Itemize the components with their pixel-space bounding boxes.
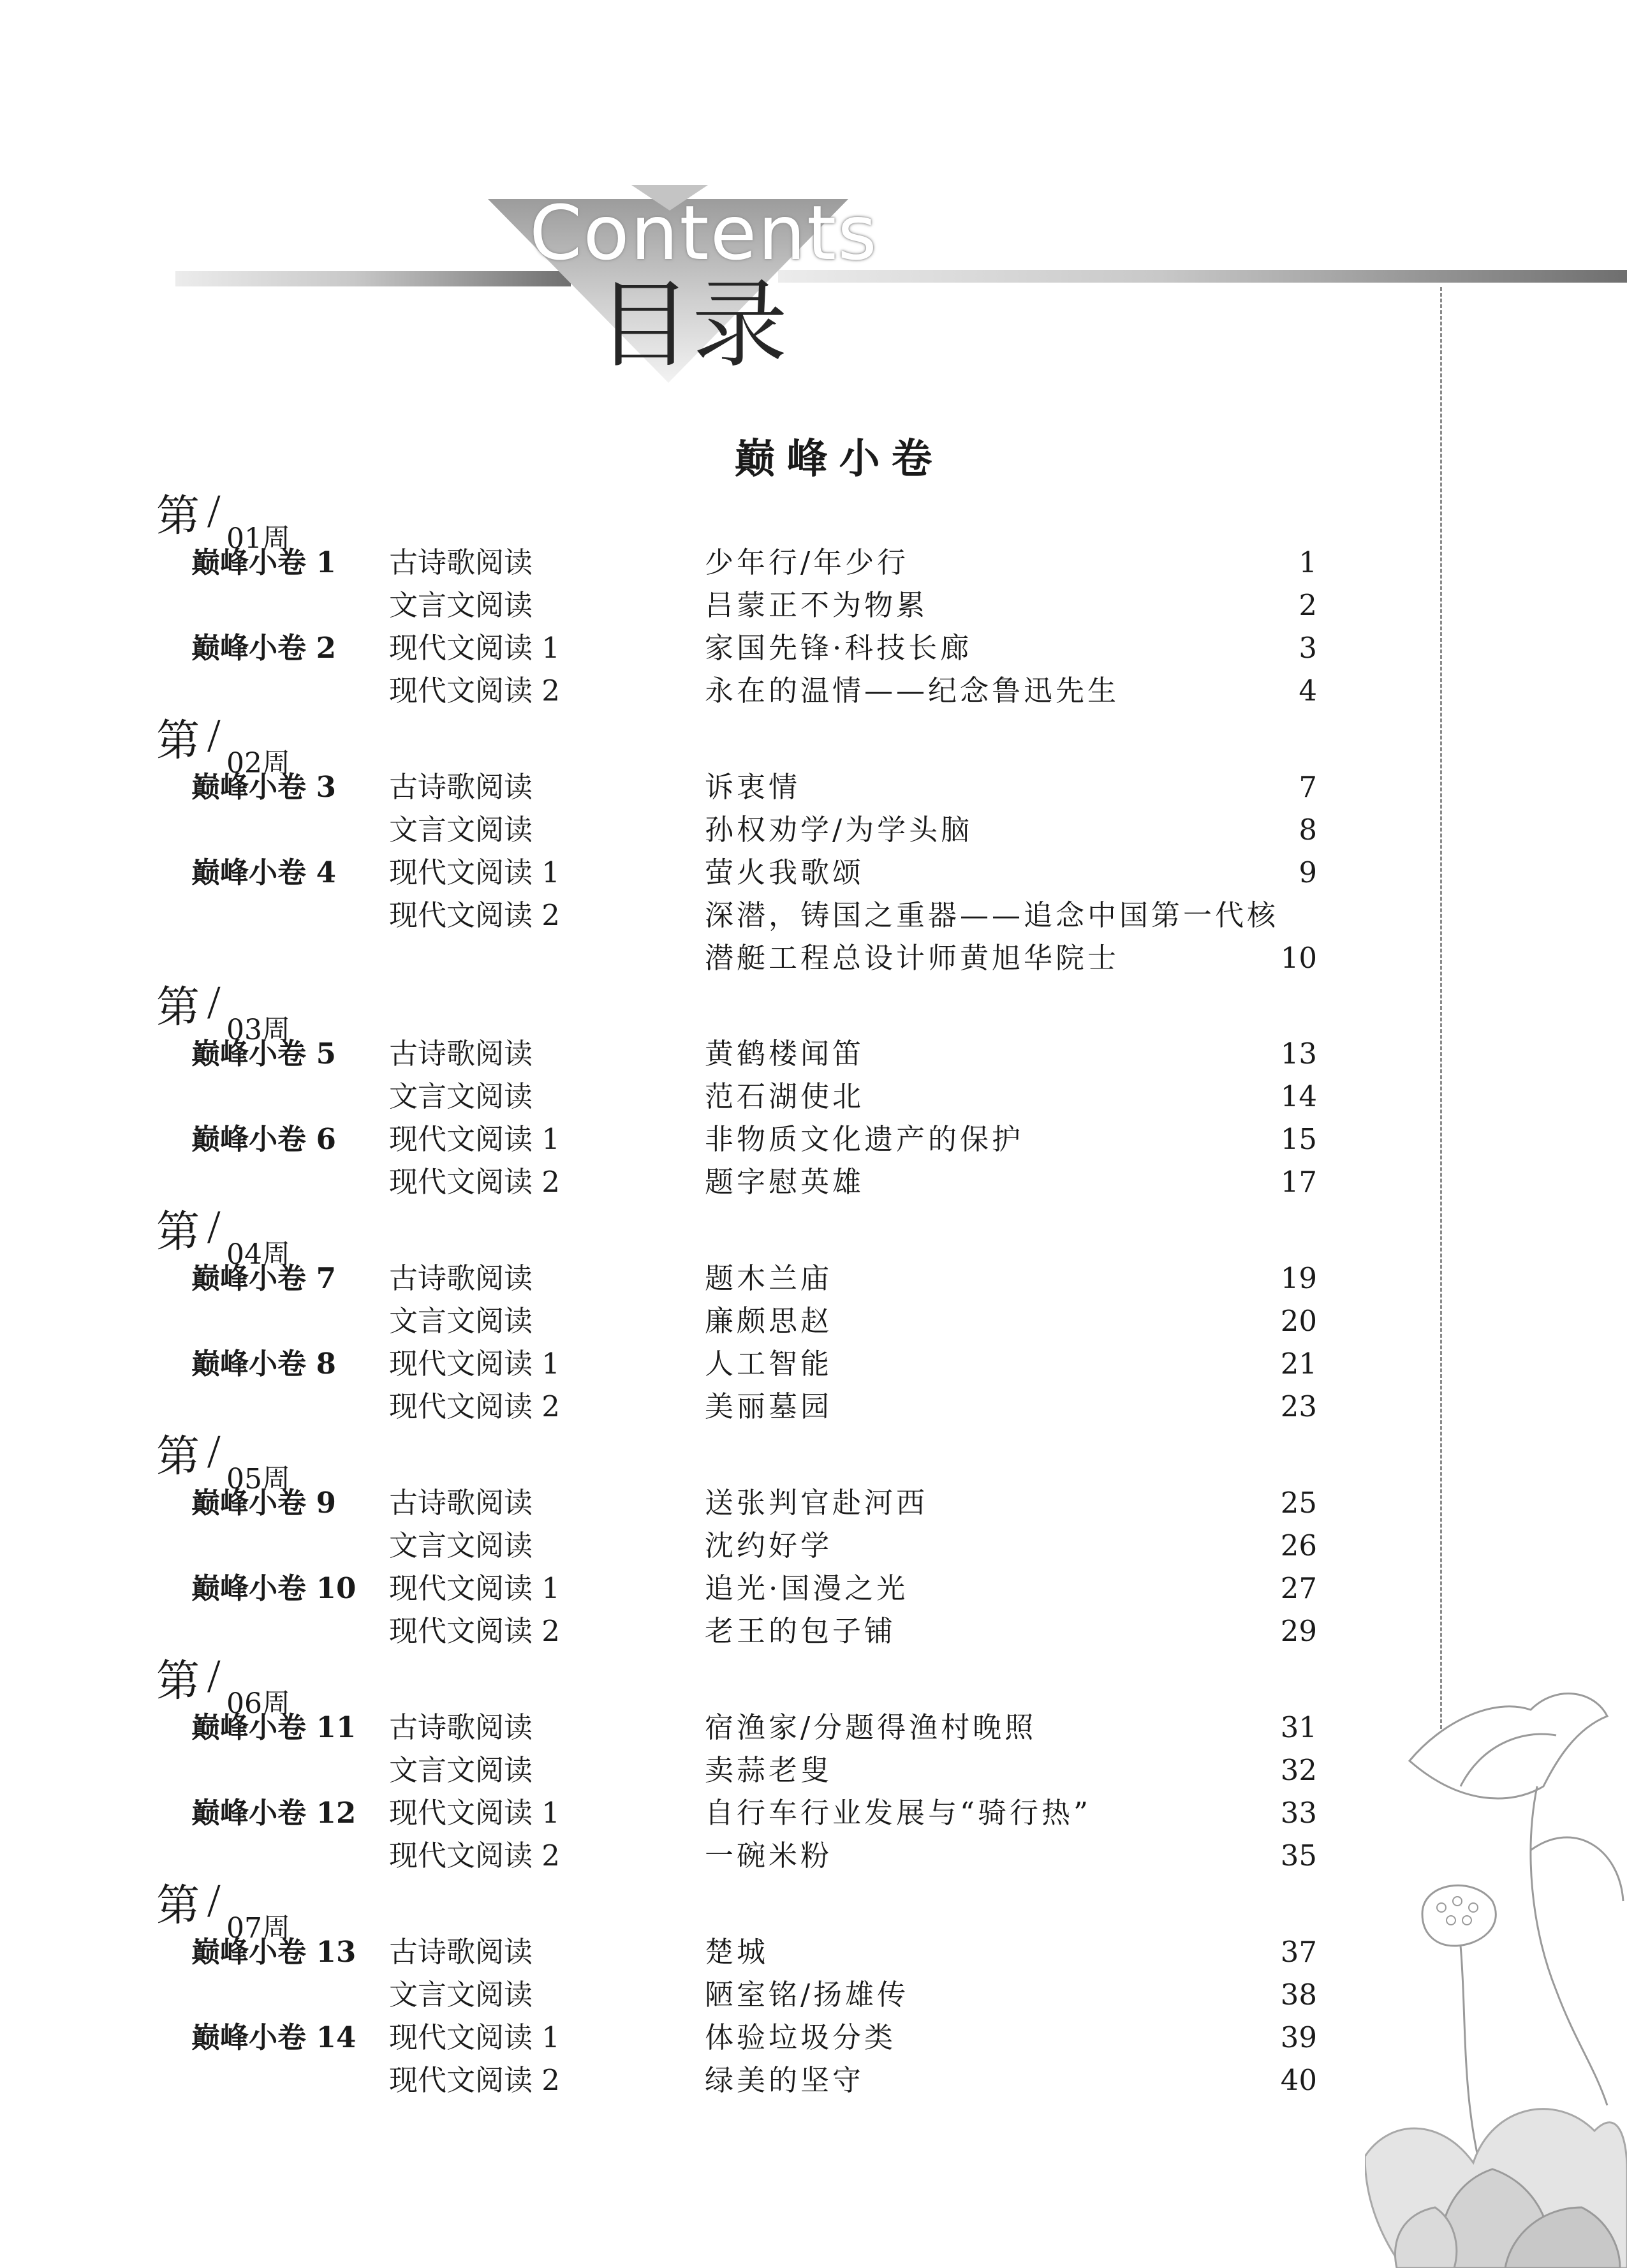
toc-row[interactable] bbox=[0, 669, 1627, 712]
week-number: 03周 bbox=[226, 1014, 290, 1046]
week-slash: / bbox=[207, 1875, 221, 1927]
toc-row[interactable] bbox=[0, 1481, 1627, 1524]
category-label: 文言文阅读 bbox=[389, 813, 533, 847]
lotus-stem-1 bbox=[1531, 1786, 1607, 2105]
toc-row[interactable] bbox=[0, 1342, 1627, 1385]
category-label: 文言文阅读 bbox=[389, 1304, 533, 1338]
category-label: 现代文阅读 1 bbox=[389, 1571, 560, 1605]
article-title: 人工智能 bbox=[705, 1347, 833, 1381]
week-number: 06周 bbox=[226, 1687, 290, 1720]
category-label: 古诗歌阅读 bbox=[389, 545, 533, 579]
article-title: 送张判官赴河西 bbox=[705, 1486, 929, 1520]
article-title: 范石湖使北 bbox=[705, 1079, 865, 1113]
week-di: 第 bbox=[156, 1432, 200, 1482]
category-label: 现代文阅读 1 bbox=[389, 2020, 560, 2054]
paper-label: 巅峰小卷 10 bbox=[191, 1571, 357, 1605]
week-slash: / bbox=[207, 710, 221, 762]
page-number: 8 bbox=[1299, 813, 1317, 847]
category-label: 现代文阅读 1 bbox=[389, 1122, 560, 1156]
page-number: 29 bbox=[1280, 1614, 1317, 1648]
page-number: 14 bbox=[1280, 1079, 1317, 1113]
article-title: 绿美的坚守 bbox=[705, 2063, 865, 2097]
category-label: 文言文阅读 bbox=[389, 588, 533, 622]
page-number: 31 bbox=[1280, 1710, 1317, 1744]
toc-row[interactable] bbox=[0, 1610, 1627, 1652]
toc-row[interactable] bbox=[0, 1160, 1627, 1203]
page-number: 9 bbox=[1299, 856, 1317, 889]
paper-label: 巅峰小卷 7 bbox=[191, 1261, 336, 1295]
toc-row[interactable] bbox=[0, 894, 1627, 937]
category-label: 古诗歌阅读 bbox=[389, 770, 533, 804]
page-number: 27 bbox=[1280, 1571, 1317, 1605]
week-di: 第 bbox=[156, 1207, 200, 1257]
article-title: 题字慰英雄 bbox=[705, 1165, 865, 1199]
article-title: 卖蒜老叟 bbox=[705, 1753, 833, 1787]
toc-row[interactable] bbox=[0, 1567, 1627, 1610]
paper-label: 巅峰小卷 6 bbox=[191, 1122, 336, 1156]
article-title: 楚城 bbox=[705, 1935, 769, 1969]
article-title: 沈约好学 bbox=[705, 1529, 833, 1562]
week-slash: / bbox=[207, 1426, 221, 1478]
article-title: 追光·国漫之光 bbox=[705, 1571, 909, 1605]
week-slash: / bbox=[207, 1650, 221, 1703]
category-label: 现代文阅读 1 bbox=[389, 1796, 560, 1830]
paper-label: 巅峰小卷 11 bbox=[191, 1710, 357, 1744]
mulu-heading: 目录 bbox=[596, 270, 788, 381]
page-number: 17 bbox=[1280, 1165, 1317, 1199]
article-title: 孙权劝学/为学头脑 bbox=[705, 813, 973, 847]
page-number: 13 bbox=[1280, 1037, 1317, 1071]
page-number: 21 bbox=[1280, 1347, 1317, 1381]
category-label: 现代文阅读 1 bbox=[389, 856, 560, 889]
week-number: 01周 bbox=[226, 523, 290, 555]
seedpod-dot bbox=[1447, 1916, 1455, 1925]
lotus-seedpod bbox=[1422, 1885, 1496, 1946]
toc-row[interactable] bbox=[0, 1075, 1627, 1118]
week-number: 07周 bbox=[226, 1912, 290, 1945]
toc-row[interactable] bbox=[0, 1257, 1627, 1300]
toc-row[interactable] bbox=[0, 766, 1627, 808]
toc-row[interactable] bbox=[0, 626, 1627, 669]
page-number: 20 bbox=[1280, 1304, 1317, 1338]
page-number: 1 bbox=[1299, 545, 1317, 579]
toc-row[interactable] bbox=[0, 1032, 1627, 1075]
category-label: 现代文阅读 2 bbox=[389, 1614, 560, 1648]
article-title: 体验垃圾分类 bbox=[705, 2020, 897, 2054]
page-number: 25 bbox=[1280, 1486, 1317, 1520]
category-label: 古诗歌阅读 bbox=[389, 1261, 533, 1295]
week-number: 05周 bbox=[226, 1463, 290, 1495]
week-number: 02周 bbox=[226, 747, 290, 780]
week-slash: / bbox=[207, 485, 221, 538]
toc-row[interactable] bbox=[0, 584, 1627, 626]
category-label: 古诗歌阅读 bbox=[389, 1710, 533, 1744]
article-title: 少年行/年少行 bbox=[705, 545, 909, 579]
category-label: 文言文阅读 bbox=[389, 1978, 533, 2012]
category-label: 现代文阅读 1 bbox=[389, 1347, 560, 1381]
page-number: 7 bbox=[1299, 770, 1317, 804]
page-number: 2 bbox=[1299, 588, 1317, 622]
paper-label: 巅峰小卷 5 bbox=[191, 1037, 336, 1071]
page-number: 32 bbox=[1280, 1753, 1317, 1787]
lotus-leaf bbox=[1531, 1837, 1623, 1901]
category-label: 文言文阅读 bbox=[389, 1529, 533, 1562]
lotus-bud-petal bbox=[1461, 1734, 1556, 1786]
category-label: 古诗歌阅读 bbox=[389, 1037, 533, 1071]
seedpod-dot bbox=[1453, 1897, 1462, 1906]
week-slash: / bbox=[207, 977, 221, 1029]
category-label: 现代文阅读 2 bbox=[389, 1390, 560, 1423]
page-number: 40 bbox=[1280, 2063, 1317, 2097]
article-title: 潜艇工程总设计师黄旭华院士 bbox=[705, 941, 1120, 975]
category-label: 现代文阅读 2 bbox=[389, 1839, 560, 1872]
article-title: 题木兰庙 bbox=[705, 1261, 833, 1295]
category-label: 现代文阅读 1 bbox=[389, 631, 560, 665]
category-label: 现代文阅读 2 bbox=[389, 2063, 560, 2097]
category-label: 文言文阅读 bbox=[389, 1753, 533, 1787]
paper-label: 巅峰小卷 4 bbox=[191, 856, 336, 889]
article-title: 吕蒙正不为物累 bbox=[705, 588, 929, 622]
article-title: 廉颇思赵 bbox=[705, 1304, 833, 1338]
seedpod-dot bbox=[1437, 1903, 1446, 1912]
lotus-illustration bbox=[1365, 1659, 1627, 2268]
contents-heading: Contents bbox=[529, 189, 878, 277]
article-title: 老王的包子铺 bbox=[705, 1614, 897, 1648]
toc-row[interactable] bbox=[0, 808, 1627, 851]
category-label: 古诗歌阅读 bbox=[389, 1935, 533, 1969]
header-band-left bbox=[175, 271, 571, 286]
toc-row[interactable] bbox=[0, 851, 1627, 894]
seedpod-dot bbox=[1469, 1903, 1478, 1912]
toc-row[interactable] bbox=[0, 541, 1627, 584]
page-number: 3 bbox=[1299, 631, 1317, 665]
category-label: 现代文阅读 2 bbox=[389, 1165, 560, 1199]
seedpod-dot bbox=[1462, 1916, 1471, 1925]
article-title: 陋室铭/扬雄传 bbox=[705, 1978, 909, 2012]
paper-label: 巅峰小卷 2 bbox=[191, 631, 336, 665]
category-label: 文言文阅读 bbox=[389, 1079, 533, 1113]
toc-row[interactable] bbox=[0, 1385, 1627, 1428]
page-number: 15 bbox=[1280, 1122, 1317, 1156]
article-title: 非物质文化遗产的保护 bbox=[705, 1122, 1024, 1156]
article-title: 自行车行业发展与“骑行热” bbox=[705, 1796, 1092, 1830]
category-label: 现代文阅读 2 bbox=[389, 674, 560, 708]
week-di: 第 bbox=[156, 1656, 200, 1707]
paper-label: 巅峰小卷 14 bbox=[191, 2020, 357, 2054]
paper-label: 巅峰小卷 9 bbox=[191, 1486, 336, 1520]
week-number: 04周 bbox=[226, 1238, 290, 1271]
article-title: 黄鹤楼闻笛 bbox=[705, 1037, 865, 1071]
article-title: 诉衷情 bbox=[705, 770, 801, 804]
article-title: 萤火我歌颂 bbox=[705, 856, 865, 889]
toc-row[interactable] bbox=[0, 1300, 1627, 1342]
category-label: 现代文阅读 2 bbox=[389, 898, 560, 932]
week-di: 第 bbox=[156, 491, 200, 542]
page-number: 10 bbox=[1280, 941, 1317, 975]
toc-row-continuation[interactable] bbox=[0, 937, 1627, 979]
header-band-right bbox=[778, 270, 1627, 283]
article-title: 深潜，铸国之重器——追念中国第一代核 bbox=[705, 898, 1279, 932]
article-title: 永在的温情——纪念鲁迅先生 bbox=[705, 674, 1120, 708]
page-number: 37 bbox=[1280, 1935, 1317, 1969]
page-number: 35 bbox=[1280, 1839, 1317, 1872]
page-number: 33 bbox=[1280, 1796, 1317, 1830]
week-di: 第 bbox=[156, 982, 200, 1033]
category-label: 古诗歌阅读 bbox=[389, 1486, 533, 1520]
page-number: 23 bbox=[1280, 1390, 1317, 1423]
page-number: 4 bbox=[1299, 674, 1317, 708]
toc-row[interactable] bbox=[0, 1524, 1627, 1567]
paper-label: 巅峰小卷 3 bbox=[191, 770, 336, 804]
week-slash: / bbox=[207, 1201, 221, 1254]
article-title: 美丽墓园 bbox=[705, 1390, 833, 1423]
lotus-flower-bottom bbox=[1365, 2109, 1627, 2268]
article-title: 宿渔家/分题得渔村晚照 bbox=[705, 1710, 1037, 1744]
article-title: 家国先锋·科技长廊 bbox=[705, 631, 973, 665]
page-number: 19 bbox=[1280, 1261, 1317, 1295]
page-number: 26 bbox=[1280, 1529, 1317, 1562]
article-title: 一碗米粉 bbox=[705, 1839, 833, 1872]
page-number: 39 bbox=[1280, 2020, 1317, 2054]
paper-label: 巅峰小卷 12 bbox=[191, 1796, 357, 1830]
paper-label: 巅峰小卷 8 bbox=[191, 1347, 336, 1381]
toc-row[interactable] bbox=[0, 1118, 1627, 1160]
paper-label: 巅峰小卷 13 bbox=[191, 1935, 357, 1969]
lotus-bud-top bbox=[1410, 1694, 1607, 1799]
paper-label: 巅峰小卷 1 bbox=[191, 545, 336, 579]
week-di: 第 bbox=[156, 716, 200, 766]
week-di: 第 bbox=[156, 1881, 200, 1931]
page-number: 38 bbox=[1280, 1978, 1317, 2012]
section-title: 巅峰小卷 bbox=[734, 435, 944, 483]
